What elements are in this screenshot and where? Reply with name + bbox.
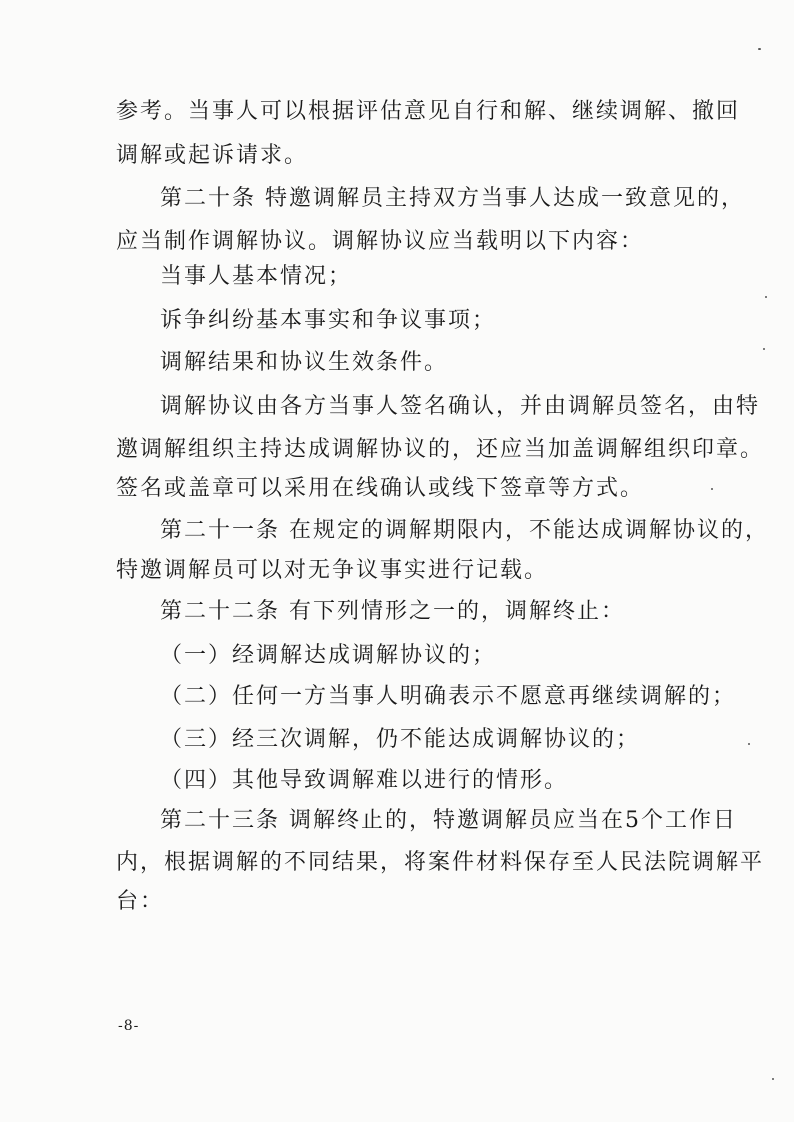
scan-speck [772, 1078, 774, 1080]
text-line: 调解结果和协议生效条件。 [160, 350, 449, 375]
text-line: 应当制作调解协议。调解协议应当载明以下内容： [116, 229, 645, 254]
text-line: 特邀调解员可以对无争议事实进行记载。 [116, 558, 549, 583]
text-line: （三）经三次调解，仍不能达成调解协议的； [160, 727, 641, 752]
scan-speck [758, 48, 761, 50]
text-line: （二）任何一方当事人明确表示不愿意再继续调解的； [160, 684, 737, 709]
text-line: 内，根据调解的不同结果，将案件材料保存至人民法院调解平 [116, 850, 765, 875]
scan-speck [763, 348, 765, 350]
text-line: 签名或盖章可以采用在线确认或线下签章等方式。 [116, 476, 645, 501]
scan-speck [748, 743, 750, 745]
scan-speck [765, 296, 767, 298]
text-line: 邀调解组织主持达成调解协议的，还应当加盖调解组织印章。 [116, 437, 765, 462]
scan-speck [711, 488, 713, 490]
text-line: 参考。当事人可以根据评估意见自行和解、继续调解、撤回 [116, 99, 741, 124]
text-line: 诉争纠纷基本事实和争议事项； [160, 308, 497, 333]
text-line: 第二十二条 有下列情形之一的，调解终止： [160, 599, 625, 624]
page-number: -8- [118, 1018, 140, 1034]
text-line: 台： [116, 889, 165, 914]
text-line: 当事人基本情况； [160, 264, 353, 289]
text-line: 第二十条 特邀调解员主持双方当事人达成一致意见的， [160, 186, 745, 211]
text-line: 调解协议由各方当事人签名确认，并由调解员签名，由特 [160, 394, 761, 419]
text-line: （一）经调解达成调解协议的； [160, 643, 497, 668]
text-line: 第二十一条 在规定的调解期限内，不能达成调解协议的， [160, 518, 769, 543]
text-line: （四）其他导致调解难以进行的情形。 [160, 768, 569, 793]
text-line: 调解或起诉请求。 [116, 143, 309, 168]
text-line: 第二十三条 调解终止的，特邀调解员应当在5个工作日 [160, 808, 737, 833]
